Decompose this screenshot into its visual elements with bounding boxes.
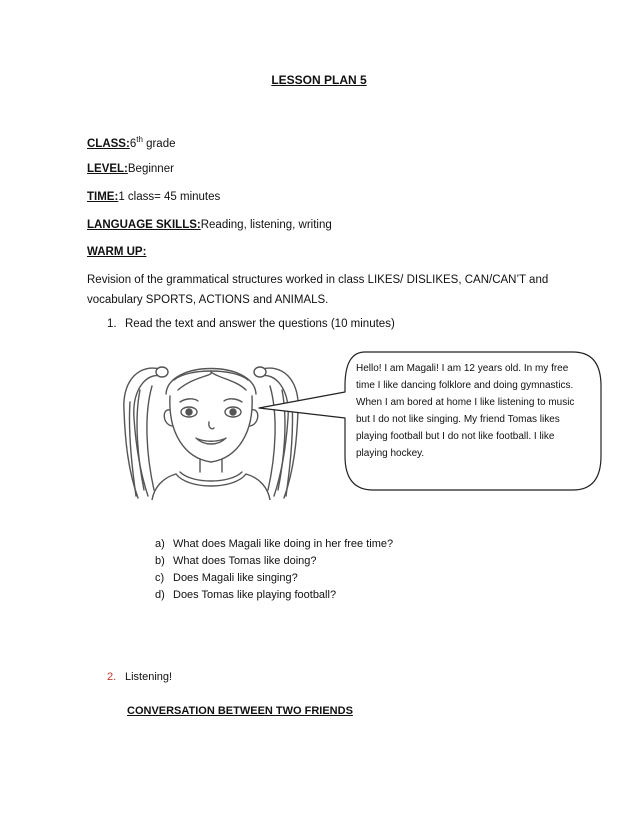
list-item-2 — [107, 671, 172, 683]
question-a-letter: a) — [155, 538, 165, 550]
question-b-letter: b) — [155, 555, 165, 567]
skills-label: LANGUAGE SKILLS: — [87, 219, 201, 231]
question-a-text: What does Magali like doing in her free time? — [173, 538, 394, 550]
warmup-text: Revision of the grammatical structures worked in class LIKES/ DISLIKES, CAN/CAN’T and vocabulary SPORTS, ACTIONS and ANIMALS. — [87, 274, 549, 306]
conversation-heading: CONVERSATION BETWEEN TWO FRIENDS — [127, 705, 353, 717]
list-item-2-number: 2. — [107, 671, 117, 683]
question-c-letter: c) — [155, 572, 165, 584]
skills-value: Reading, listening, writing — [200, 219, 332, 231]
skills-field — [87, 219, 332, 231]
question-d-letter: d) — [155, 589, 165, 601]
question-d — [155, 589, 336, 601]
level-field — [87, 163, 174, 175]
question-d-text: Does Tomas like playing football? — [173, 589, 337, 601]
speech-bubble-text: Hello! I am Magali! I am 12 years old. In my free time I like dancing folklore and doing gymnastics. When I am bored at home I like listening to music but I do not like singing. My friend Tomas likes playing football but I do not like football. I like playing hockey. — [356, 363, 575, 459]
list-item-2-text: Listening! — [125, 671, 173, 683]
warmup-label: WARM UP: — [87, 246, 147, 258]
question-c-text: Does Magali like singing? — [173, 572, 298, 584]
class-label: CLASS: — [87, 137, 130, 150]
class-value-sup: th — [136, 135, 143, 144]
question-b — [155, 555, 317, 567]
list-item-1-number: 1. — [107, 318, 117, 330]
class-value-rest: grade — [142, 137, 176, 150]
warmup-heading — [87, 246, 146, 258]
class-field — [87, 135, 176, 150]
list-item-1 — [107, 318, 395, 330]
question-a — [155, 538, 393, 550]
question-b-text: What does Tomas like doing? — [173, 555, 317, 567]
page-title: LESSON PLAN 5 — [271, 73, 367, 87]
list-item-1-text: Read the text and answer the questions (10 minutes) — [125, 318, 395, 330]
level-label: LEVEL: — [87, 163, 128, 175]
time-field — [87, 191, 220, 203]
question-c — [155, 572, 298, 584]
time-label: TIME: — [87, 191, 119, 203]
class-value-num: 6 — [129, 137, 137, 150]
time-value: 1 class= 45 minutes — [118, 191, 221, 203]
level-value: Beginner — [127, 163, 174, 175]
